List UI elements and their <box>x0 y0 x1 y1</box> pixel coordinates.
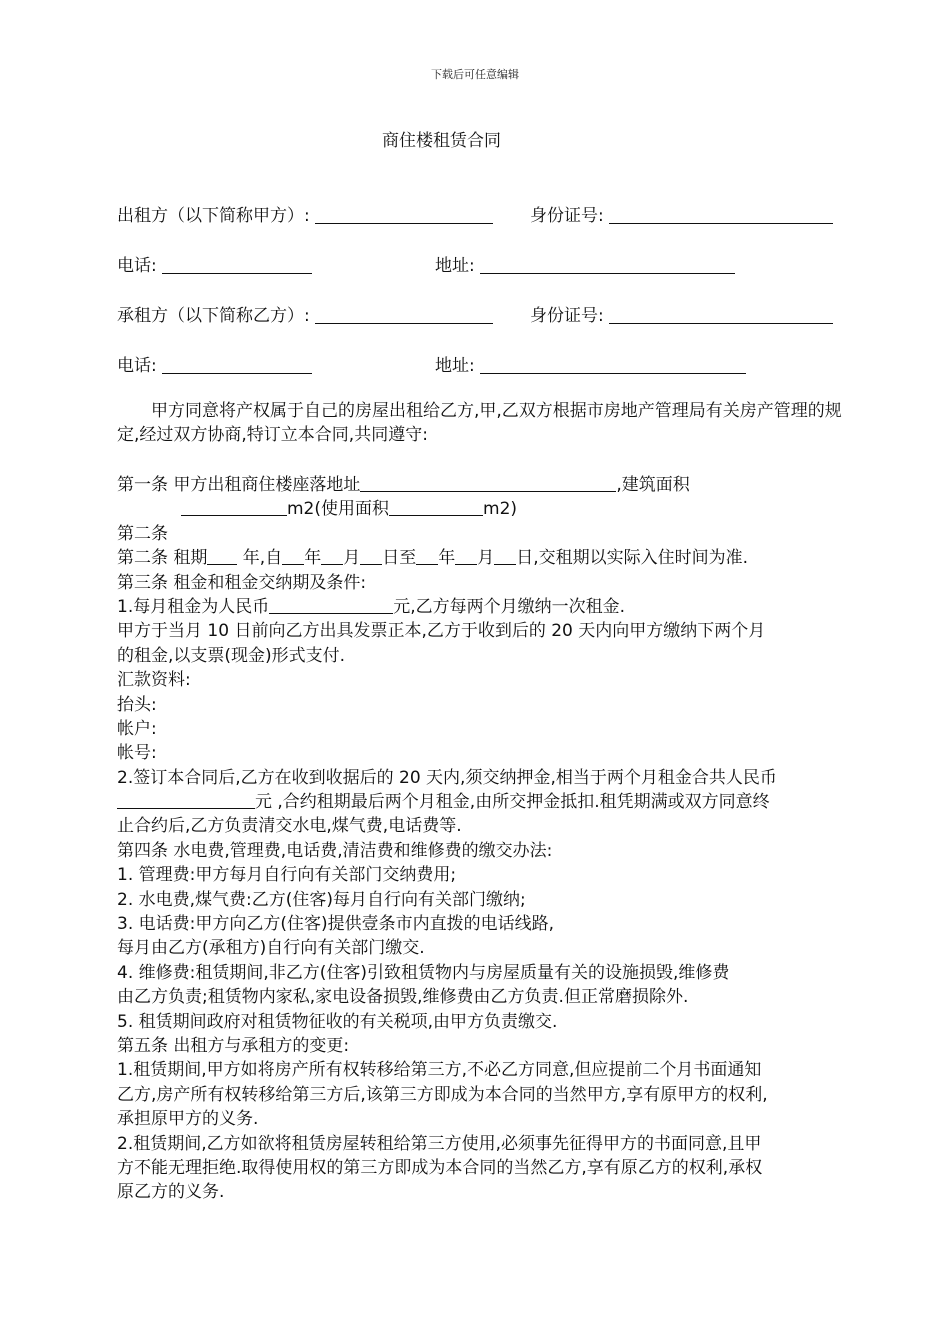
text-seg: 年,自 <box>237 548 283 569</box>
text-seg: 年 <box>438 548 456 569</box>
account-number-label: 帐号: <box>117 743 157 764</box>
art5-item-2a: 2.租赁期间,乙方如欲将租赁房屋转租给第三方使用,必须事先征得甲方的书面同意,且甲 <box>117 1133 762 1154</box>
lessor-address-label: 地址: <box>435 256 475 276</box>
art4-item-3a: 3. 电话费:甲方向乙方(住客)提供壹条市内直拨的电话线路, <box>117 914 555 935</box>
rent-line <box>117 595 857 619</box>
lessee-id-label: 身份证号: <box>530 306 604 326</box>
deposit-terms: 元 ,合约租期最后两个月租金,由所交押金抵扣.租凭期满或双方同意终 <box>255 792 770 813</box>
text-seg: 日至 <box>382 548 417 569</box>
lessor-label: 出租方（以下简称甲方）: <box>117 206 310 226</box>
payee-label: 抬头: <box>117 694 157 715</box>
lessee-phone-field <box>117 351 312 376</box>
lessee-field <box>117 301 493 326</box>
lessor-phone-field <box>117 251 312 276</box>
lessor-id-label: 身份证号: <box>530 206 604 226</box>
remittance-heading: 汇款资料: <box>117 670 191 691</box>
lessee-label: 承租方（以下简称乙方）: <box>117 306 310 326</box>
floor-area-label: ,建筑面积 <box>616 475 690 495</box>
art5-item-1a: 1.租赁期间,甲方如将房产所有权转移给第三方,不必乙方同意,但应提前二个月书面通知 <box>117 1060 762 1081</box>
lessee-address-label: 地址: <box>435 356 475 376</box>
article-5-heading: 第五条 出租方与承租方的变更: <box>117 1035 350 1056</box>
lessor-phone-label: 电话: <box>117 256 157 276</box>
rent-label: 1.每月租金为人民币 <box>117 596 270 617</box>
lessee-phone-label: 电话: <box>117 356 157 376</box>
art4-item-4a: 4. 维修费:租赁期间,非乙方(住客)引致租赁物内与房屋质量有关的设施损毁,维修费 <box>117 962 730 983</box>
lessor-id-field <box>530 201 833 226</box>
rent-amount-blank[interactable] <box>269 597 393 614</box>
end-year-blank[interactable] <box>416 548 438 565</box>
art5-item-1b: 乙方,房产所有权转移给第三方后,该第三方即成为本合同的当然甲方,享有原甲方的权利, <box>117 1084 768 1105</box>
contract-body <box>117 473 857 1205</box>
lessor-name-blank[interactable] <box>315 206 493 224</box>
end-month-blank[interactable] <box>455 548 477 565</box>
invoice-line-2: 的租金,以支票(现金)形式支付. <box>117 645 346 666</box>
invoice-line-1: 甲方于当月 10 日前向乙方出具发票正本,乙方于收到后的 20 天内向甲方缴纳下两个月 <box>117 621 766 642</box>
art5-item-2b: 方不能无理拒绝.取得使用权的第三方即成为本合同的当然乙方,享有原乙方的权利,承权 <box>117 1157 763 1178</box>
article-2-line <box>117 546 857 570</box>
text-seg: 月 <box>477 548 495 569</box>
account-label: 帐户: <box>117 718 157 739</box>
art5-item-1c: 承担原甲方的义务. <box>117 1109 259 1130</box>
article-1-line <box>117 473 857 497</box>
document-title: 商住楼租赁合同 <box>382 131 501 151</box>
lessee-address-blank[interactable] <box>480 356 746 374</box>
deposit-line-1: 2.签订本合同后,乙方在收到收据后的 20 天内,须交纳押金,相当于两个月租金合共人民币 <box>117 767 777 788</box>
art4-item-3b: 每月由乙方(承租方)自行向有关部门缴交. <box>117 938 425 959</box>
lessor-address-field <box>435 251 735 276</box>
area-unit: m2) <box>483 499 518 520</box>
rent-terms: 元,乙方每两个月缴纳一次租金. <box>393 596 626 617</box>
text-seg: 月 <box>343 548 361 569</box>
start-month-blank[interactable] <box>321 548 343 565</box>
start-year-blank[interactable] <box>282 548 304 565</box>
article-3-heading: 第三条 租金和租金交纳期及条件: <box>117 572 367 593</box>
lessee-phone-blank[interactable] <box>162 356 312 374</box>
lessee-id-field <box>530 301 833 326</box>
intro-paragraph: 甲方同意将产权属于自己的房屋出租给乙方,甲,乙双方根据市房地产管理局有关房产管理的规定,经过双方协商,特订立本合同,共同遵守: <box>117 401 842 445</box>
lease-years-blank[interactable] <box>207 548 237 565</box>
lessor-field <box>117 201 493 226</box>
address-blank[interactable] <box>360 475 616 492</box>
article-1-text: 第一条 甲方出租商住楼座落地址 <box>117 475 361 495</box>
lease-term-label: 第二条 租期 <box>117 548 208 569</box>
area-line <box>117 497 857 521</box>
start-day-blank[interactable] <box>360 548 382 565</box>
header-note: 下载后可任意编辑 <box>431 68 519 81</box>
floor-area-blank[interactable] <box>181 499 287 516</box>
usable-area-label: m2(使用面积 <box>287 499 390 520</box>
lessee-id-blank[interactable] <box>609 306 833 324</box>
art5-item-2c: 原乙方的义务. <box>117 1182 225 1203</box>
lessor-address-blank[interactable] <box>480 256 735 274</box>
art4-item-5: 5. 租赁期间政府对租赁物征收的有关税项,由甲方负责缴交. <box>117 1011 558 1032</box>
art4-item-1: 1. 管理费:甲方每月自行向有关部门交纳费用; <box>117 865 457 886</box>
lessor-phone-blank[interactable] <box>162 256 312 274</box>
art4-item-2: 2. 水电费,煤气费:乙方(住客)每月自行向有关部门缴纳; <box>117 889 526 910</box>
end-day-blank[interactable] <box>494 548 516 565</box>
lessee-name-blank[interactable] <box>315 306 493 324</box>
article-2-heading: 第二条 <box>117 523 168 544</box>
article-4-heading: 第四条 水电费,管理费,电话费,清洁费和维修费的缴交办法: <box>117 840 553 861</box>
text-seg: 年 <box>304 548 322 569</box>
lessee-address-field <box>435 351 746 376</box>
lessor-id-blank[interactable] <box>609 206 833 224</box>
deposit-amount-blank[interactable] <box>117 792 255 809</box>
art4-item-4b: 由乙方负责;租赁物内家私,家电设备损毁,维修费由乙方负责.但正常磨损除外. <box>117 987 689 1008</box>
deposit-line-2 <box>117 790 857 814</box>
deposit-line-3: 止合约后,乙方负责清交水电,煤气费,电话费等. <box>117 816 462 837</box>
text-seg: 日,交租期以实际入住时间为准. <box>516 548 749 569</box>
usable-area-blank[interactable] <box>389 499 483 516</box>
